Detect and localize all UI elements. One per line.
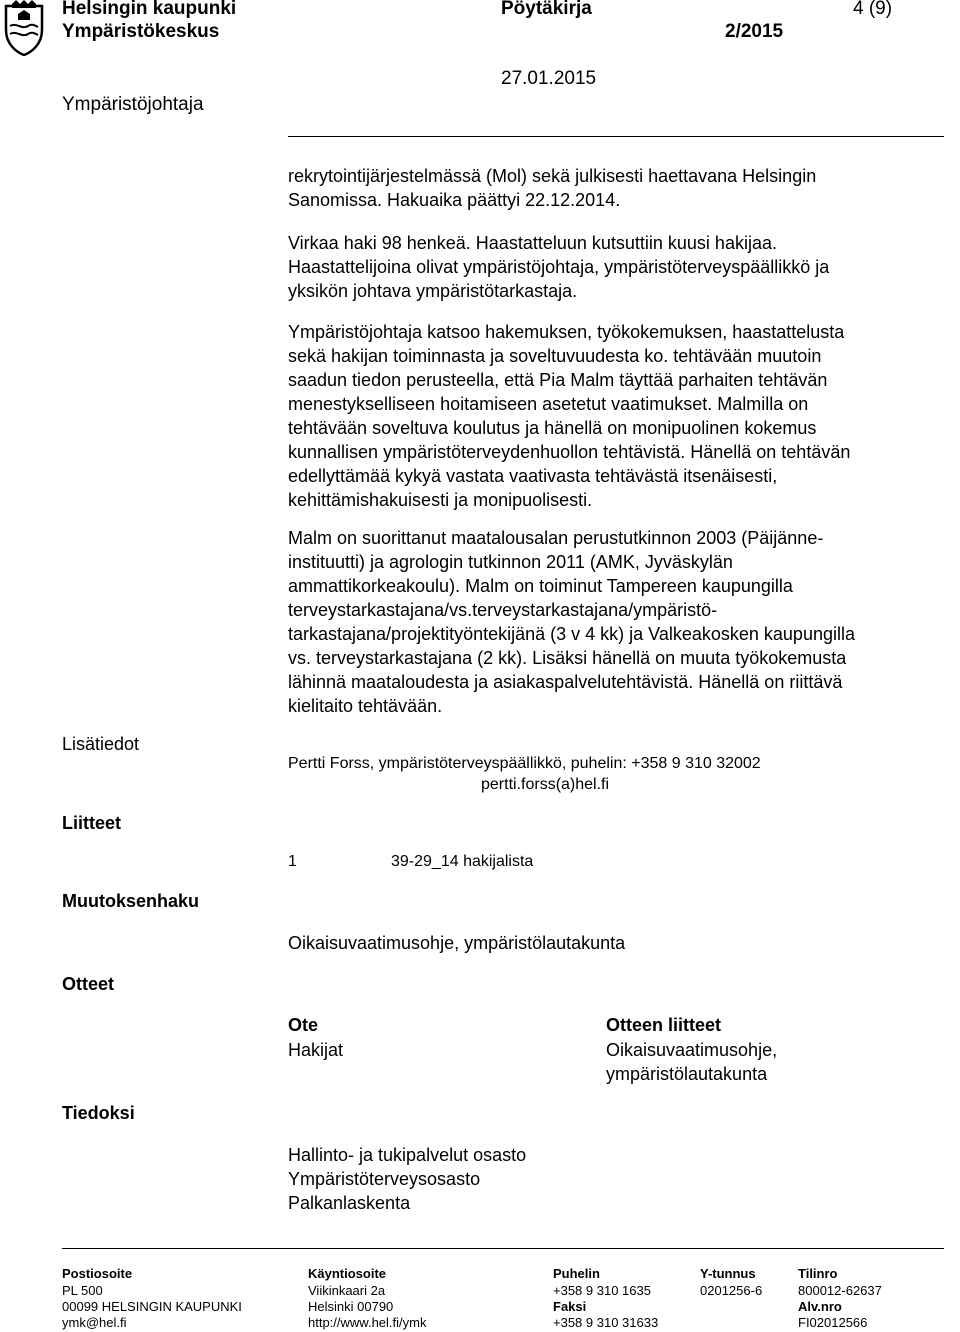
otteen-liitteet-header: Otteen liitteet	[606, 1015, 722, 1035]
paragraph-recruitment: rekrytointijärjestelmässä (Mol) sekä julkisesti haettavana Helsingin Sanomissa. Hakuaika päättyi 22.12.2014.	[288, 166, 817, 210]
org-name: Helsingin kaupunki	[62, 0, 237, 19]
footer-divider	[62, 1248, 944, 1249]
footer-tilinro: 800012-62637	[798, 1283, 882, 1298]
otteen-liitteet-value-2: ympäristölautakunta	[606, 1064, 768, 1084]
contact-line: Pertti Forss, ympäristöterveyspäällikkö, puhelin: +358 9 310 32002	[288, 755, 761, 772]
footer-postiosoite-heading: Postiosoite	[62, 1266, 133, 1281]
city-crest-logo	[2, 0, 46, 56]
footer-alvnro: FI02012566	[798, 1315, 868, 1330]
header-divider	[288, 136, 944, 137]
muutoksenhaku-label: Muutoksenhaku	[62, 891, 200, 911]
paragraph-assessment: Ympäristöjohtaja katsoo hakemuksen, työkokemuksen, haastattelusta sekä hakijan toiminnasta ja soveltuvuudesta ko. tehtävään muutoin saadun tiedon perusteella, että Pia Malm täyttää parhaiten tehtävän menestykselliseen hoitamiseen asetetut vaatimukset. Malmilla on tehtävään soveltuva koulutus ja hänellä on monipuolinen kokemus kunnallisen ympäristöterveydenhuollon tehtävistä. Hänellä on tehtävän edellyttämää kykyä vastata vaativasta tehtävästä itsenäisesti, kehittämishakuisesti ja monipuolisesti.	[288, 322, 851, 510]
footer-email[interactable]: ymk@hel.fi	[62, 1315, 127, 1330]
footer-puhelin: +358 9 310 1635	[553, 1283, 651, 1298]
document-type: Pöytäkirja	[501, 0, 592, 19]
tiedoksi-label: Tiedoksi	[62, 1103, 135, 1123]
paragraph-applicants: Virkaa haki 98 henkeä. Haastatteluun kutsuttiin kuusi hakijaa. Haastattelijoina olivat ympäristöjohtaja, ympäristöterveyspäällikkö ja yksikön johtava ympäristötarkastaja.	[288, 233, 830, 301]
footer-ytunnus-heading: Y-tunnus	[700, 1266, 756, 1281]
attachment-name[interactable]: 39-29_14 hakijalista	[391, 853, 534, 870]
footer-tilinro-heading: Tilinro	[798, 1266, 838, 1281]
footer-website-link[interactable]: http://www.hel.fi/ymk	[308, 1315, 427, 1330]
document-date: 27.01.2015	[501, 68, 597, 89]
lisatiedot-label: Lisätiedot	[62, 734, 140, 754]
footer-ytunnus: 0201256-6	[700, 1283, 763, 1298]
ote-value: Hakijat	[288, 1040, 344, 1060]
footer-faksi-heading: Faksi	[553, 1299, 587, 1314]
footer-postiosoite-line: PL 500	[62, 1283, 103, 1298]
attachment-number: 1	[288, 853, 297, 870]
footer-puhelin-heading: Puhelin	[553, 1266, 600, 1281]
paragraph-qualifications: Malm on suorittanut maatalousalan perustutkinnon 2003 (Päijänne- instituutti) ja agrologin tutkinnon 2011 (AMK, Jyväskylän ammattikorkeakoulu). Malm on toiminut Tampereen kaupungilla terveystarkastajana/vs.terveystarkastajana/ympäristö- tarkastajana/projektityöntekijänä (3 v 4 kk) ja Valkeakosken kaupungilla vs. terveystarkastajana (2 kk). Lisäksi hänellä on muuta työkokemusta lähinnä maataloudesta ja asiakaspalvelutehtävistä. Hänellä on riittävä kielitaito tehtävään.	[288, 528, 855, 716]
department-name: Ympäristökeskus	[62, 21, 220, 42]
footer-postiosoite-line: 00099 HELSINGIN KAUPUNKI	[62, 1299, 242, 1314]
liitteet-label: Liitteet	[62, 813, 122, 833]
unit-name: Ympäristöjohtaja	[62, 94, 204, 115]
list-item: Palkanlaskenta	[288, 1193, 411, 1213]
ote-header: Ote	[288, 1015, 319, 1035]
footer-kayntiosoite-line: Viikinkaari 2a	[308, 1283, 386, 1298]
footer-kayntiosoite-heading: Käyntiosoite	[308, 1266, 387, 1281]
tiedoksi-list	[288, 1143, 943, 1215]
footer-alvnro-heading: Alv.nro	[798, 1299, 842, 1314]
footer-kayntiosoite-line: Helsinki 00790	[308, 1299, 394, 1314]
appeal-instructions: Oikaisuvaatimusohje, ympäristölautakunta	[288, 933, 626, 953]
list-item: Ympäristöterveysosasto	[288, 1169, 481, 1189]
footer-faksi: +358 9 310 31633	[553, 1315, 659, 1330]
contact-email[interactable]: pertti.forss(a)hel.fi	[481, 776, 610, 793]
list-item: Hallinto- ja tukipalvelut osasto	[288, 1145, 527, 1165]
document-number: 2/2015	[725, 21, 784, 42]
page-number: 4 (9)	[853, 0, 893, 19]
otteen-liitteet-value-1: Oikaisuvaatimusohje,	[606, 1040, 778, 1060]
otteet-label: Otteet	[62, 974, 115, 994]
